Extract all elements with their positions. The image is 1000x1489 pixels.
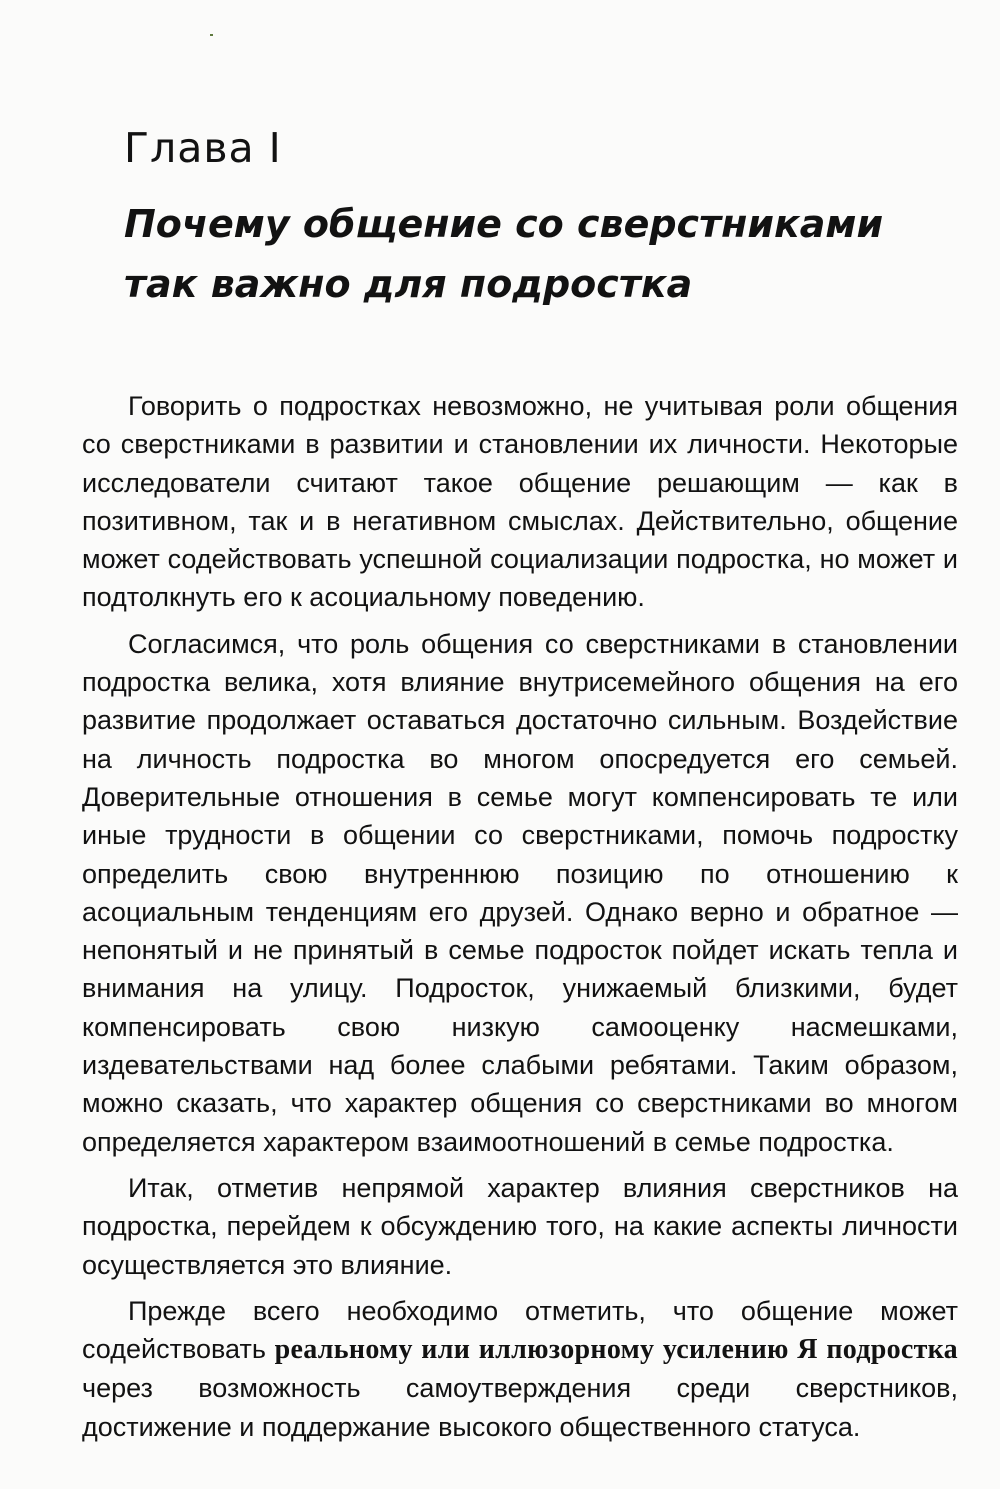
- paragraph-3: Итак, отметив непрямой характер влияния сверстников на подростка, перейдем к обсуждению того, на какие аспекты личности осуществляется это влияние.: [82, 1172, 958, 1280]
- paragraph-2: Согласимся, что роль общения со сверстниками в становлении подростка велика, хотя влияние внутрисемейного общения на его развитие продолжает оставаться достаточно сильным. Воздействие на личность подростка во многом опосредуется его семьей. Доверительные отношения в семье могут компенсировать те или иные трудности в общении со сверстниками, помочь подростку определить свою внутреннюю позицию по отношению к асоциальным тенденциям его друзей. Однако верно и обратное — непонятый и не принятый в семье подросток пойдет искать тепла и внимания на улицу. Подросток, унижаемый близкими, будет компенсировать свою низкую самооценку насмешками, издевательствами над более слабыми ребятами. Таким образом, можно сказать, что характер общения со сверстниками во многом определяется характером взаимоотношений в семье подростка.: [82, 628, 958, 1157]
- paragraph-4-start: Прежде всего необходимо отметить, что общение может содействовать: [82, 1295, 958, 1365]
- body-text: [82, 387, 958, 1446]
- print-speck: [210, 34, 213, 36]
- chapter-label: Глава I: [124, 124, 282, 172]
- paragraph-4: [82, 1292, 958, 1446]
- paragraph-4-end: через возможность самоутверждения среди сверстников, достижение и поддержание высокого общественного статуса.: [82, 1373, 958, 1442]
- paragraph-4-emphasis: реальному или иллюзорному усилению Я подростка: [274, 1334, 958, 1366]
- chapter-title: Почему общение со сверстниками так важно для подростка: [124, 202, 884, 306]
- paragraph-1: Говорить о подростках невозможно, не учитывая роли общения со сверстниками в развитии и становлении их личности. Некоторые исследователи считают такое общение решающим — как в позитивном, так и в негативном смыслах. Действительно, общение может содействовать успешной социализации подростка, но может и подтолкнуть его к асоциальному поведению.: [82, 391, 958, 613]
